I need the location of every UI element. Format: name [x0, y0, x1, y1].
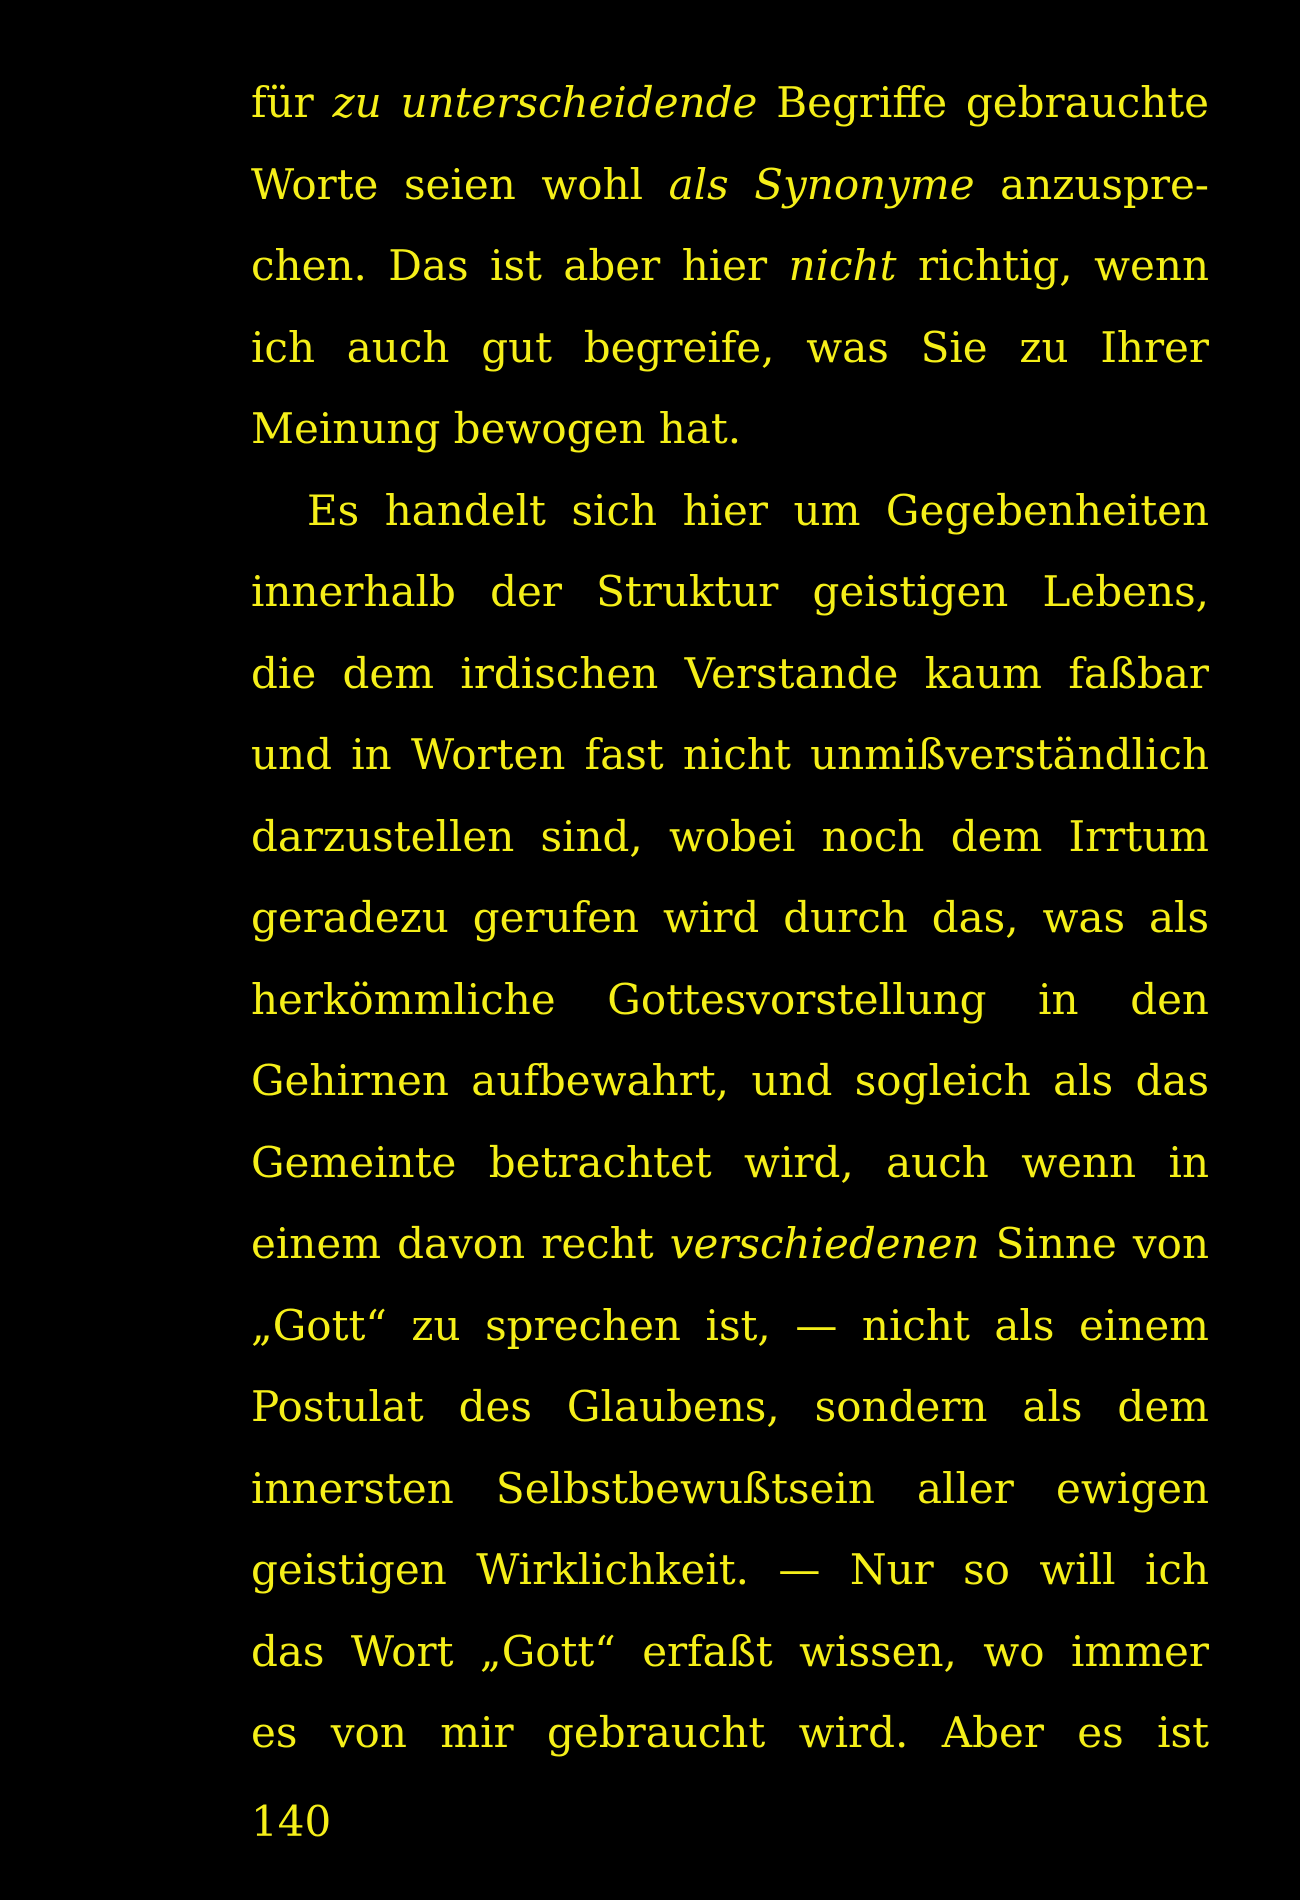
text-line: innerhalb der Struktur geistigen Lebens, — [251, 567, 1209, 616]
text-line: chen. Das ist aber hier nicht richtig, wenn — [251, 241, 1209, 290]
text-line: Meinung bewogen hat. — [251, 404, 742, 453]
text-line: die dem irdischen Verstande kaum faßbar — [251, 648, 1209, 698]
text-line: Es handelt sich hier um Gegebenheiten — [307, 485, 1209, 535]
text-line: für zu unterscheidende Begriffe gebrauchte — [251, 78, 1210, 127]
text-line: Postulat des Glaubens, sondern als dem — [251, 1382, 1209, 1431]
text-line: innersten Selbstbewußtsein aller ewigen — [251, 1463, 1209, 1513]
emphasis: nicht — [788, 241, 897, 290]
text-line: darzustellen sind, wobei noch dem Irrtum — [251, 811, 1209, 861]
text-line: und in Worten fast nicht unmißverständlich — [251, 730, 1209, 779]
emphasis: verschiedenen — [669, 1219, 980, 1268]
text-line: Gemeinte betrachtet wird, auch wenn in — [251, 1137, 1209, 1187]
text-line: geradezu gerufen wird durch das, was als — [251, 893, 1209, 942]
text-line: ich auch gut begreife, was Sie zu Ihrer — [251, 322, 1209, 372]
emphasis: als Synonyme — [668, 159, 975, 209]
emphasis: zu unterscheidende — [332, 78, 758, 127]
body-text — [251, 62, 1209, 1774]
page-number: 140 — [251, 1797, 332, 1846]
text-line: „Gott“ zu sprechen ist, — nicht als einem — [251, 1300, 1209, 1350]
text-line: Gehirnen aufbewahrt, und sogleich als das — [251, 1056, 1209, 1105]
text-line: Worte seien wohl als Synonyme anzuspre- — [251, 159, 1209, 209]
text-line: herkömmliche Gottesvorstellung in den — [251, 974, 1209, 1024]
text-line: einem davon recht verschiedenen Sinne von — [251, 1219, 1209, 1268]
text-line: geistigen Wirklichkeit. — Nur so will ich — [251, 1545, 1209, 1594]
text-line: es von mir gebraucht wird. Aber es ist — [251, 1708, 1209, 1757]
text-line: das Wort „Gott“ erfaßt wissen, wo immer — [251, 1626, 1209, 1676]
